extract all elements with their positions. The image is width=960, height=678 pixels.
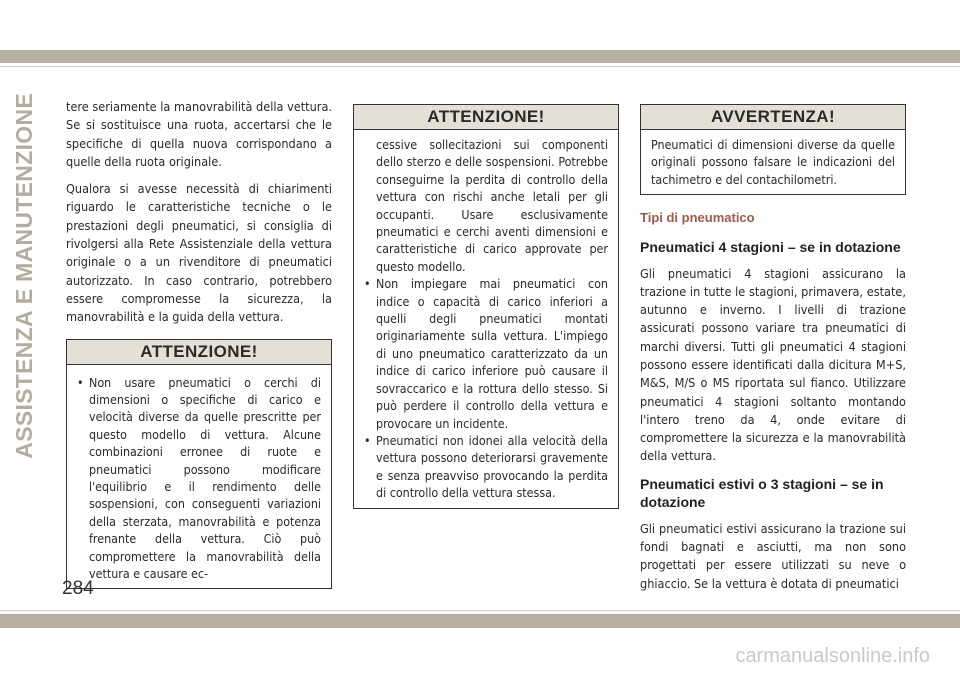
paragraph: Gli pneumatici estivi assicurano la trazione sui fondi bagnati e asciutti, ma non sono progettati per essere utilizzati su neve o ghiaccio. Se la vettura è dotata di pneumatici	[640, 520, 906, 591]
warning-body	[354, 130, 618, 508]
warning-continuation: cessive sollecitazioni sui componenti dello sterzo e delle sospensioni. Potrebbe conseguirne la perdita di controllo della vettura con rischi anche letali per gli occupanti. Usare esclusivamente pneumatici e cerchi aventi dimensioni e caratteristiche di carico approvate per questo modello.	[376, 137, 608, 274]
top-band	[0, 50, 960, 63]
warning-item: • Pneumatici non idonei alla velocità della vettura possono deteriorarsi gravemente e senza preavviso provocando la perdita di controllo della vettura stessa.	[364, 432, 608, 502]
paragraph: Gli pneumatici 4 stagioni assicurano la trazione in tutte le stagioni, primavera, estate, autunno e inverno. I livelli di trazione assicurati possono variare tra pneumatici di marchi diversi. Tutti gli pneumatici 4 stagioni possono essere identificati dalla dicitura M+S, M&S, M/S o MS riportata sul fianco. Utilizzare pneumatici 4 stagioni soltanto montando l'intero treno da 4, onde evitare di compromettere la sicurezza e la manovrabilità della vettura.	[640, 265, 906, 464]
caution-title: AVVERTENZA!	[641, 105, 905, 130]
paragraph: tere seriamente la manovrabilità della vettura. Se si sostituisce una ruota, accertarsi che le specifiche di quella nuova corrispondano a quelle della ruota originale.	[66, 99, 332, 169]
column-2	[353, 98, 619, 509]
column-3	[640, 98, 906, 602]
section-title: Tipi di pneumatico	[640, 210, 755, 226]
bottom-rule	[0, 610, 960, 611]
warning-box	[353, 104, 619, 509]
bottom-band	[0, 614, 960, 628]
warning-title: ATTENZIONE!	[354, 105, 618, 130]
warning-box	[66, 339, 332, 590]
caution-body: Pneumatici di dimensioni diverse da quelle originali possono falsare le indicazioni del tachimetro e del contachilometri.	[651, 137, 895, 187]
side-label-text: ASSISTENZA E MANUTENZIONE	[10, 93, 37, 459]
caution-box	[640, 104, 906, 195]
top-rule	[0, 66, 960, 67]
warning-title: ATTENZIONE!	[67, 340, 331, 365]
page-number: 284	[62, 578, 94, 599]
paragraph: Qualora si avesse necessità di chiarimenti riguardo le caratteristiche tecniche o le prestazioni degli pneumatici, si consiglia di rivolgersi alla Rete Assistenziale della vettura originale o a un rivenditore di pneumatici autorizzato. In caso contrario, potrebbero essere compromesse la sicurezza, la manovrabilità e la guida della vettura.	[66, 181, 332, 325]
subsection-heading: Pneumatici estivi o 3 stagioni – se in dotazione	[640, 475, 884, 510]
side-section-label	[4, 93, 44, 459]
watermark: carmanualsonline.info	[735, 645, 930, 667]
subsection-heading: Pneumatici 4 stagioni – se in dotazione	[640, 238, 901, 255]
warning-item: • Non impiegare mai pneumatici con indice o capacità di carico inferiori a quelli degli pneumatici montati originariamente sulla vettura. L'impiego di uno pneumatico caratterizzato da un indice di carico inferiore può causare il sovraccarico e la rottura dello stesso. Si può perdere il controllo della vettura e provocare un incidente.	[364, 275, 608, 432]
warning-item: • Non usare pneumatici o cerchi di dimensioni o specifiche di carico e velocità diverse da quelle prescritte per questo modello di vettura. Alcune combinazioni erronee di ruote e pneumatici possono modificare l'equilibrio e il rendimento delle sospensioni, con conseguenti variazioni della sterzata, manovrabilità e potenza frenante della vettura. Ciò può compromettere la manovrabilità della vettura e causare ec-	[77, 374, 321, 583]
column-1	[66, 98, 332, 589]
warning-body	[67, 365, 331, 589]
